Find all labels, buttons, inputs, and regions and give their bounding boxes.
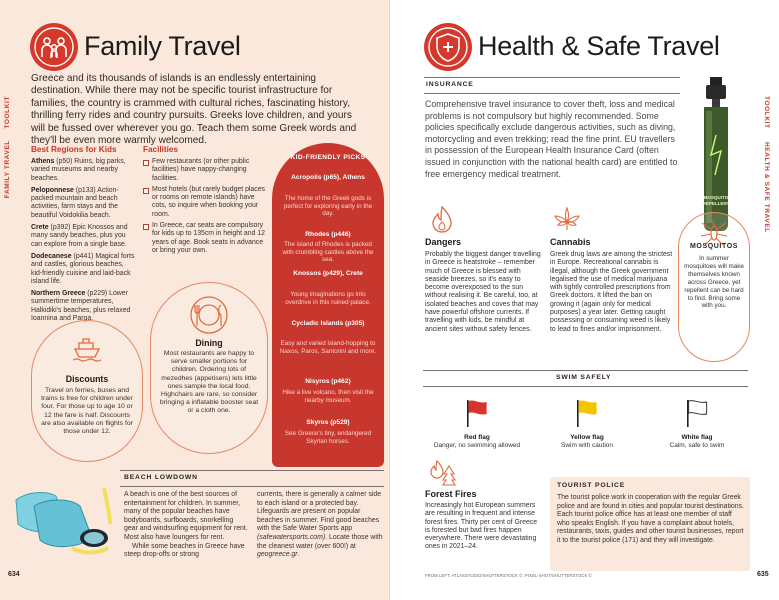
cutlery-icon bbox=[189, 295, 229, 335]
discounts-title: Discounts bbox=[65, 374, 109, 384]
pick-place: Knossos (p429), Crete bbox=[293, 270, 363, 277]
yellow-flag-icon bbox=[572, 398, 602, 428]
side-tab-toolkit: TOOLKIT bbox=[763, 96, 770, 129]
health-safety-icon bbox=[424, 23, 472, 71]
white-flag-caption: White flag Calm, safe to swim bbox=[669, 434, 725, 450]
bullet bbox=[143, 224, 149, 230]
pick-text: See Greece's tiny, endangered Skyrian horses. bbox=[284, 430, 372, 445]
discounts-text: Travel on ferries, buses and trains is free for children under four. For those up to age 10 or 12 the fare is half. Discounts are also available on flights for those under 12. bbox=[41, 387, 133, 436]
kid-friendly-picks-box bbox=[272, 143, 384, 467]
cannabis-text: Greek drug laws are among the strictest in Europe. Recreational cannabis is illegal, although the Greek government legalised the use of medical marijuana with tightly controlled prescriptions from Greek doctors. It lifted the ban on growing it (again only for medical purposes) a year later. Getting caught possessing or consuming weed is likely to lead to fines and/or imprisonment. bbox=[550, 251, 673, 333]
safewatersports-link[interactable]: (safewatersports.com) bbox=[257, 533, 326, 541]
mosquito-spray-bottle bbox=[688, 75, 744, 235]
dangers-title: Dangers bbox=[425, 237, 462, 247]
red-flag-caption: Red flag Danger, no swimming allowed bbox=[433, 434, 521, 450]
insurance-heading: INSURANCE bbox=[426, 81, 474, 88]
family-travel-icon bbox=[30, 23, 78, 71]
facility-item bbox=[143, 186, 265, 219]
beach-para: . bbox=[297, 551, 300, 559]
forest-fires-text: Increasingly hot European summers are resulting in frequent and intense forest fires. Thirty per cent of Greece is forested but bad fires happen everywhere. There were devastating ones in 2021–24. bbox=[425, 502, 538, 551]
forest-fires-title: Forest Fires bbox=[425, 489, 477, 499]
region-item: Dodecanese (p441) Magical forts and castles, glorious beaches, kid-friendly cuisine and laid-back island life. bbox=[31, 252, 135, 285]
mosquitos-title: MOSQUITOS bbox=[689, 243, 739, 250]
region-item: Crete (p392) Epic Knossos and many sandy beaches, plus you can explore from a single base. bbox=[31, 224, 128, 248]
pick-text: Hike a live volcano, then visit the nearby museum. bbox=[282, 389, 374, 404]
beach-col-1 bbox=[124, 491, 248, 560]
swim-rule bbox=[423, 386, 748, 387]
facility-item bbox=[143, 222, 265, 255]
page-gutter bbox=[389, 0, 390, 600]
pick-place: Rhodes (p446) bbox=[305, 231, 351, 238]
beach-para: While some beaches in Greece have steep drop-offs or strong bbox=[124, 542, 245, 559]
page-number-right: 635 bbox=[757, 571, 769, 578]
photo-credit: FROM LEFT: ATLASSTUDIO/SHUTTERSTOCK ©, PIXEL-SHOT/SHUTTERSTOCK © bbox=[425, 573, 592, 578]
facilities-list bbox=[143, 158, 265, 255]
yellow-flag-caption: Yellow flag Swim with caution bbox=[560, 434, 614, 450]
facility-text: Few restaurants (or other public facilities) have nappy-changing facilities. bbox=[152, 158, 250, 182]
best-regions-list bbox=[31, 158, 136, 323]
fire-icon bbox=[427, 204, 457, 234]
mosquitos-card bbox=[678, 212, 750, 362]
bottle-label: MOSQUITO REPELLENT bbox=[702, 195, 730, 206]
page-title-family-travel: Family Travel bbox=[84, 31, 241, 61]
beach-lowdown-heading: BEACH LOWDOWN bbox=[124, 474, 198, 481]
dining-title: Dining bbox=[195, 338, 223, 348]
dining-text: Most restaurants are happy to serve smaller portions for children. Ordering lots of mezedhes (appetisers) lets little ones sample the local food. Highchairs are rare, so consider bringing a inflatable booster seat or a cloth one. bbox=[159, 350, 259, 415]
cannabis-title: Cannabis bbox=[550, 237, 591, 247]
beach-para: . Locate those with the cleanest water (over 600!) at bbox=[257, 533, 383, 550]
geogreece-link[interactable]: geogreece.gr bbox=[257, 551, 298, 559]
best-regions-heading: Best Regions for Kids bbox=[31, 145, 117, 154]
facilities-heading: Facilities bbox=[143, 145, 179, 154]
pick-place: Skyros (p529) bbox=[306, 419, 350, 426]
tourist-police-box bbox=[550, 477, 750, 571]
dangers-text: Probably the biggest danger travelling in Greece is heatstroke – remember much of Greece is blessed with seaside breezes, so it's easy to become overexposed to the sun without realising it. Be careful, too, at isolated beaches and coves that may have powerful offshore currents. If travelling with kids, be mindful at ancient sites without safety fences. bbox=[425, 251, 541, 333]
page-number-left: 634 bbox=[8, 571, 20, 578]
page-title-health: Health & Safe Travel bbox=[478, 31, 720, 61]
ferry-icon bbox=[69, 329, 105, 365]
beach-rule bbox=[120, 470, 384, 471]
side-tab-family-travel: FAMILY TRAVEL bbox=[4, 140, 11, 199]
beach-rule bbox=[120, 486, 384, 487]
insurance-text: Comprehensive travel insurance to cover theft, loss and medical problems is not compulsory but highly recommended. Some policies specifically exclude dangerous activities, such as diving, motorcycling and even trekking; read the fine print. EU travellers in possession of the European Health Insurance Card (often issued in conjunction with the national health card) are entitled to free emergency medical treatment. bbox=[425, 99, 678, 179]
family-intro: Greece and its thousands of islands is an endlessly entertaining destination. While there may not be specific tourist infrastructure for families, the country is crammed with cultural riches, fascinating history, thrilling ferry rides and country pursuits. Greeks love children, and yours will be fussed over wherever you go. Teach them some Greek words and they'll be even more warmly welcomed. bbox=[31, 73, 357, 147]
pick-text: Young imaginations go into overdrive in this ruined palace. bbox=[285, 291, 371, 306]
insurance-rule bbox=[424, 93, 680, 94]
facility-item bbox=[143, 158, 265, 183]
beach-para: currents, there is generally a calmer side to each island or a protected bay. Lifeguards are present on popular beaches in summer. Find good beaches with the Safe Water Sports app bbox=[257, 491, 382, 533]
pick-place: Cycladic Islands (p305) bbox=[291, 320, 365, 327]
swim-safely-heading: SWIM SAFELY bbox=[556, 374, 612, 381]
pick-place: Nisyros (p462) bbox=[305, 378, 351, 385]
pick-text: Easy and varied island-hopping to Naxos, Paros, Santorini and more. bbox=[279, 340, 377, 355]
side-tab-health: HEALTH & SAFE TRAVEL bbox=[763, 142, 770, 233]
pick-place: Acropolis (p65), Athens bbox=[291, 174, 365, 181]
discounts-card bbox=[31, 320, 143, 462]
pick-text: The island of Rhodes is packed with crumbling castles above the sea. bbox=[282, 241, 374, 264]
pick-text: The home of the Greek gods is perfect for exploring early in the day. bbox=[283, 195, 373, 218]
side-tab-toolkit: TOOLKIT bbox=[4, 96, 11, 129]
swim-rule bbox=[423, 370, 748, 371]
region-item: Peloponnese (p133) Action-packed mountain and beach activities, farm stays and the beautiful Voidokilia beach. bbox=[31, 186, 119, 219]
facility-text: Most hotels (but rarely budget places or rooms on remote islands) have cots, so inquire when booking your room. bbox=[152, 185, 265, 218]
kid-friendly-heading: KID-FRIENDLY PICKS bbox=[290, 154, 366, 161]
insurance-rule bbox=[424, 77, 680, 78]
tourist-police-text: The tourist police work in cooperation with the regular Greek police and are found in cities and popular tourist destinations. Each tourist police office has at least one member of staff who speaks English. If you have a complaint about hotels, restaurants, taxis, guides and other tourist businesses, report it to the tourist police (171) and they will investigate. bbox=[557, 494, 744, 544]
beach-col-2 bbox=[257, 491, 384, 560]
region-item: Northern Greece (p229) Lower summertime temperatures, Halkidiki's beaches, plus relaxed Ioannina and Parga. bbox=[31, 290, 131, 323]
mosquitos-text: In summer mosquitoes will make themselves known across Greece, yet repellent can be hard to find. Bring some with you. bbox=[684, 255, 744, 310]
dining-card bbox=[150, 282, 268, 454]
facility-text: In Greece, car seats are compulsory for kids up to 135cm in height and 12 years of age. Book seats in advance or bring your own. bbox=[152, 222, 266, 254]
tourist-police-heading: TOURIST POLICE bbox=[557, 482, 626, 489]
region-item: Athens (p50) Ruins, big parks, varied museums and nearby beaches. bbox=[31, 158, 126, 182]
snorkel-gear-illustration bbox=[12, 478, 116, 566]
wildfire-icon bbox=[427, 458, 457, 486]
red-flag-icon bbox=[462, 398, 492, 428]
bullet bbox=[143, 188, 149, 194]
beach-para: A beach is one of the best sources of entertainment for children. In summer, many of the popular beaches have bodyboards, surfboards, snorkelling gear and windsurfing equipment for rent. Most also have loungers for rent. bbox=[124, 491, 248, 541]
white-flag-icon bbox=[682, 398, 712, 428]
bullet bbox=[143, 160, 149, 166]
cannabis-leaf-icon bbox=[552, 204, 582, 234]
